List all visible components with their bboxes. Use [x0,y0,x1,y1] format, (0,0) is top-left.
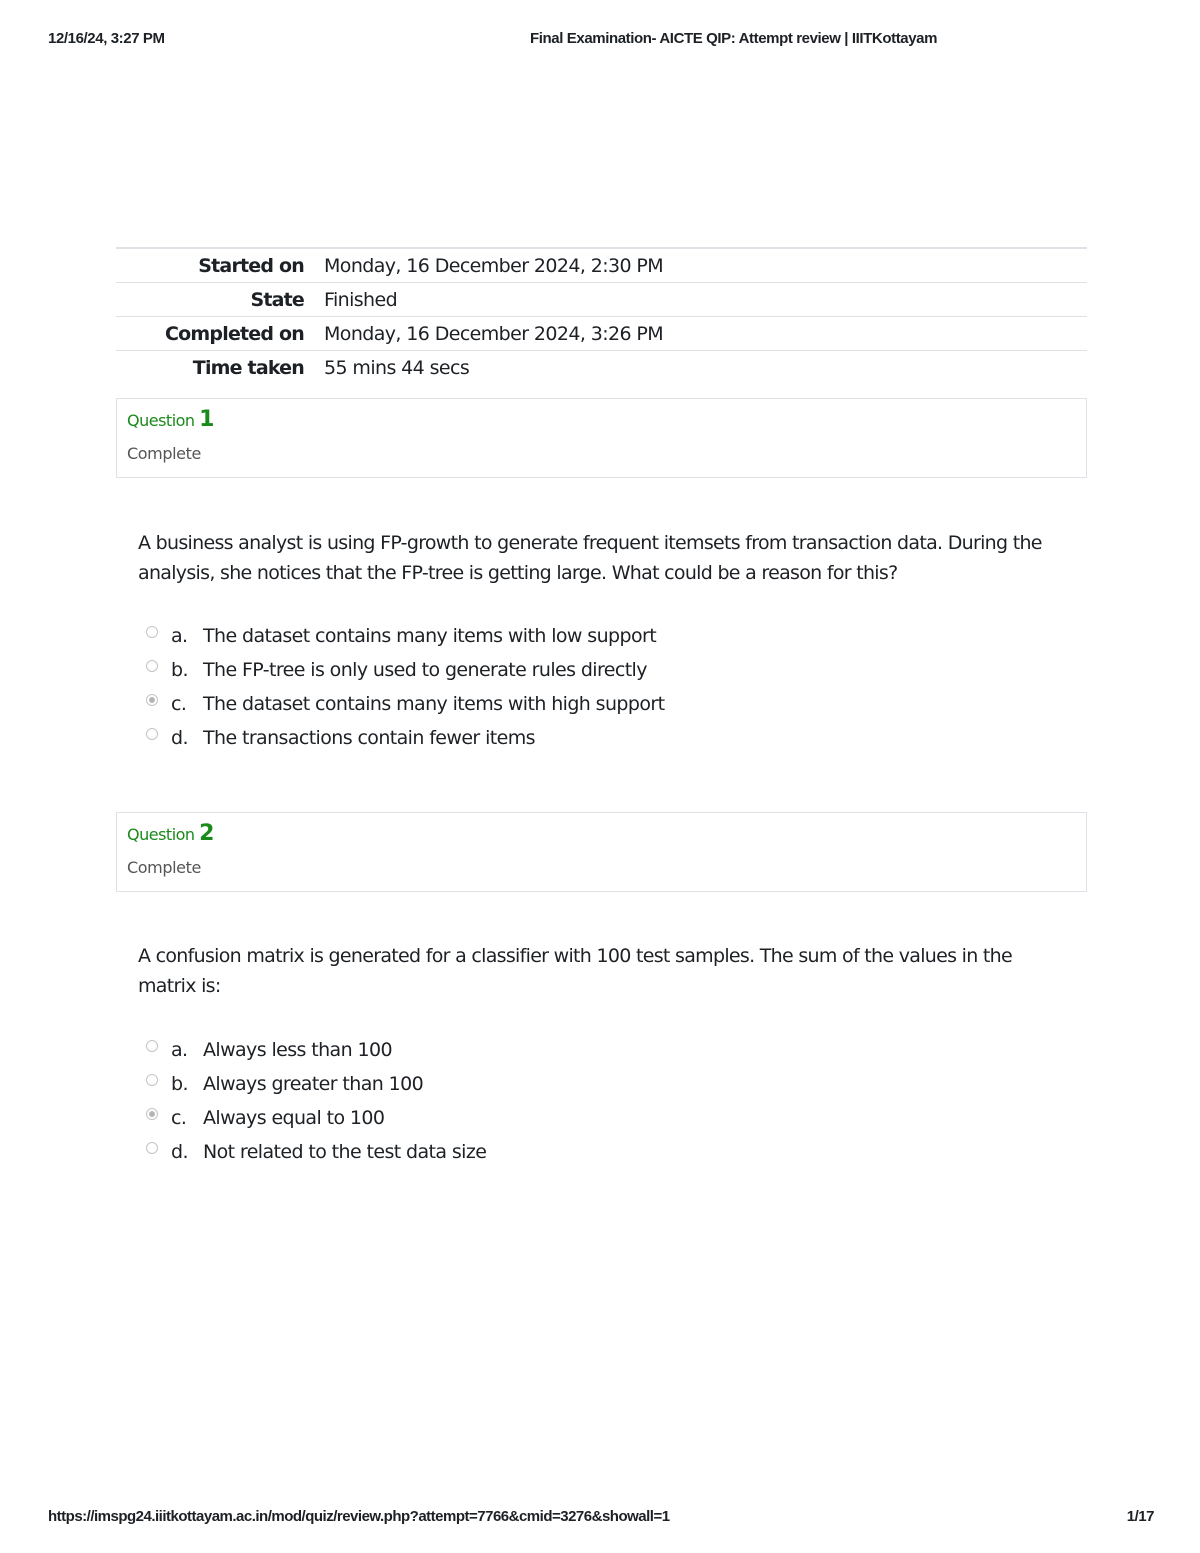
question-2-answers [146,1033,1046,1169]
radio-selected-icon[interactable] [146,1108,158,1120]
radio-selected-icon[interactable] [146,694,158,706]
question-2-text: A confusion matrix is generated for a classifier with 100 test samples. The sum of the values in the matrix is: [138,945,1012,997]
print-header [48,30,1154,50]
answer-text: Always less than 100 [203,1039,392,1061]
question-number [127,407,214,432]
answer-letter: d. [171,727,188,749]
answer-option[interactable] [146,1067,1046,1101]
question-1-answers [146,619,1046,755]
radio-icon[interactable] [146,1040,158,1052]
answer-text: Not related to the test data size [203,1141,487,1163]
question-number-value: 1 [199,407,214,432]
summary-row-completed [116,316,1087,350]
summary-label: Time taken [192,356,304,379]
answer-option[interactable] [146,1101,1046,1135]
answer-letter: c. [171,1107,187,1129]
summary-row-started [116,247,1087,282]
answer-text: Always equal to 100 [203,1107,385,1129]
print-footer [48,1508,1154,1528]
radio-icon[interactable] [146,1142,158,1154]
question-prefix: Question [127,825,195,844]
answer-option[interactable] [146,653,1046,687]
answer-letter: d. [171,1141,188,1163]
summary-label: Completed on [165,322,304,345]
summary-row-time-taken [116,350,1087,384]
question-state: Complete [127,858,201,877]
answer-text: The dataset contains many items with low support [203,625,657,647]
radio-icon[interactable] [146,626,158,638]
summary-row-state [116,282,1087,316]
print-page-title: Final Examination- AICTE QIP: Attempt review | IIITKottayam [530,30,938,47]
summary-value: Finished [324,288,398,311]
answer-text: The dataset contains many items with high support [203,693,665,715]
answer-option[interactable] [146,1033,1046,1067]
answer-option[interactable] [146,619,1046,653]
question-number [127,821,214,846]
question-prefix: Question [127,411,195,430]
answer-text: The FP-tree is only used to generate rules directly [203,659,647,681]
answer-option[interactable] [146,687,1046,721]
summary-label: Started on [198,254,304,277]
radio-icon[interactable] [146,1074,158,1086]
summary-value: Monday, 16 December 2024, 2:30 PM [324,254,664,277]
answer-letter: b. [171,1073,188,1095]
answer-option[interactable] [146,1135,1046,1169]
summary-label: State [250,288,304,311]
answer-option[interactable] [146,721,1046,755]
question-number-value: 2 [199,821,214,846]
answer-text: The transactions contain fewer items [203,727,535,749]
question-1-text: A business analyst is using FP-growth to generate frequent itemsets from transaction data. During the analysis, she notices that the FP-tree is getting large. What could be a reason for this? [138,532,1042,584]
radio-icon[interactable] [146,660,158,672]
print-date: 12/16/24, 3:27 PM [48,30,165,47]
question-state: Complete [127,444,201,463]
radio-icon[interactable] [146,728,158,740]
attempt-summary-table [116,247,1087,384]
print-url: https://imspg24.iiitkottayam.ac.in/mod/quiz/review.php?attempt=7766&cmid=3276&showall=1 [48,1508,670,1525]
answer-letter: c. [171,693,187,715]
summary-value: Monday, 16 December 2024, 3:26 PM [324,322,664,345]
question-2-info [116,812,1087,892]
question-1-info [116,398,1087,478]
answer-letter: a. [171,625,188,647]
answer-text: Always greater than 100 [203,1073,424,1095]
page-number: 1/17 [1126,1508,1154,1525]
answer-letter: a. [171,1039,188,1061]
answer-letter: b. [171,659,188,681]
summary-value: 55 mins 44 secs [324,356,470,379]
